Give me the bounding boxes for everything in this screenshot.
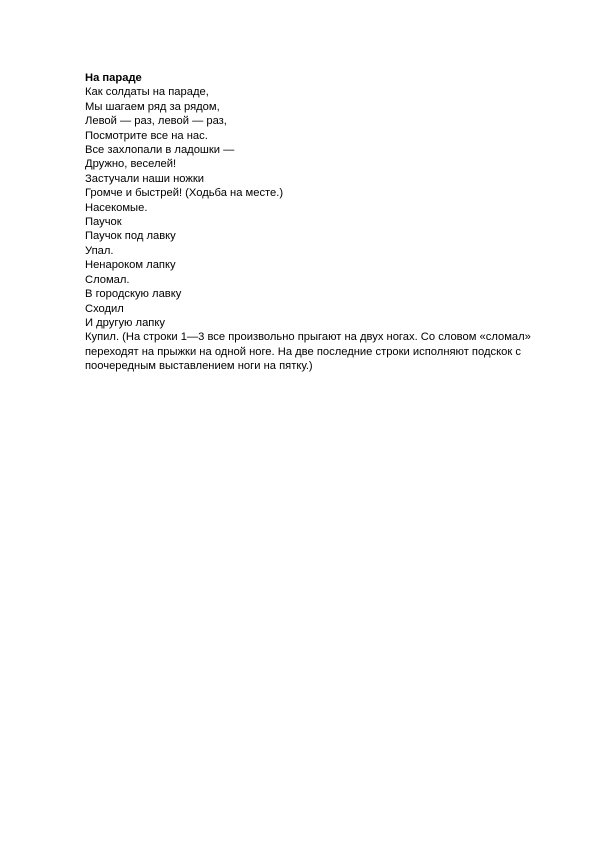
text-line: В городскую лавку: [85, 288, 182, 301]
text-line: Все захлопали в ладошки —: [85, 144, 235, 157]
text-line: Мы шагаем ряд за рядом,: [85, 100, 220, 113]
text-line: Ненароком лапку: [85, 259, 176, 272]
text-line: Паучок: [85, 216, 122, 229]
text-line: И другую лапку: [85, 316, 165, 329]
text-line: Застучали наши ножки: [85, 172, 204, 185]
text-line: Дружно, веселей!: [85, 158, 177, 171]
section-heading-insects: Насекомые.: [85, 201, 148, 214]
closing-paragraph: Купил. (На строки 1—3 все произвольно прыгают на двух ногах. Со словом «сломал» переходят на прыжки на одной ноге. На две последние строки исполняют подскок с поочередным выставлением ноги на пятку.): [85, 331, 531, 373]
text-line: Сходил: [85, 302, 124, 315]
text-line: Левой — раз, левой — раз,: [85, 115, 227, 128]
text-line: Сломал.: [85, 273, 130, 286]
document-title: На параде: [85, 72, 142, 84]
text-line: Громче и быстрей! (Ходьба на месте.): [85, 187, 284, 200]
text-line: Упал.: [85, 244, 114, 257]
document-body: [85, 71, 565, 374]
text-line: Как солдаты на параде,: [85, 86, 209, 99]
text-line: Посмотрите все на нас.: [85, 129, 208, 142]
text-line: Паучок под лавку: [85, 230, 176, 243]
